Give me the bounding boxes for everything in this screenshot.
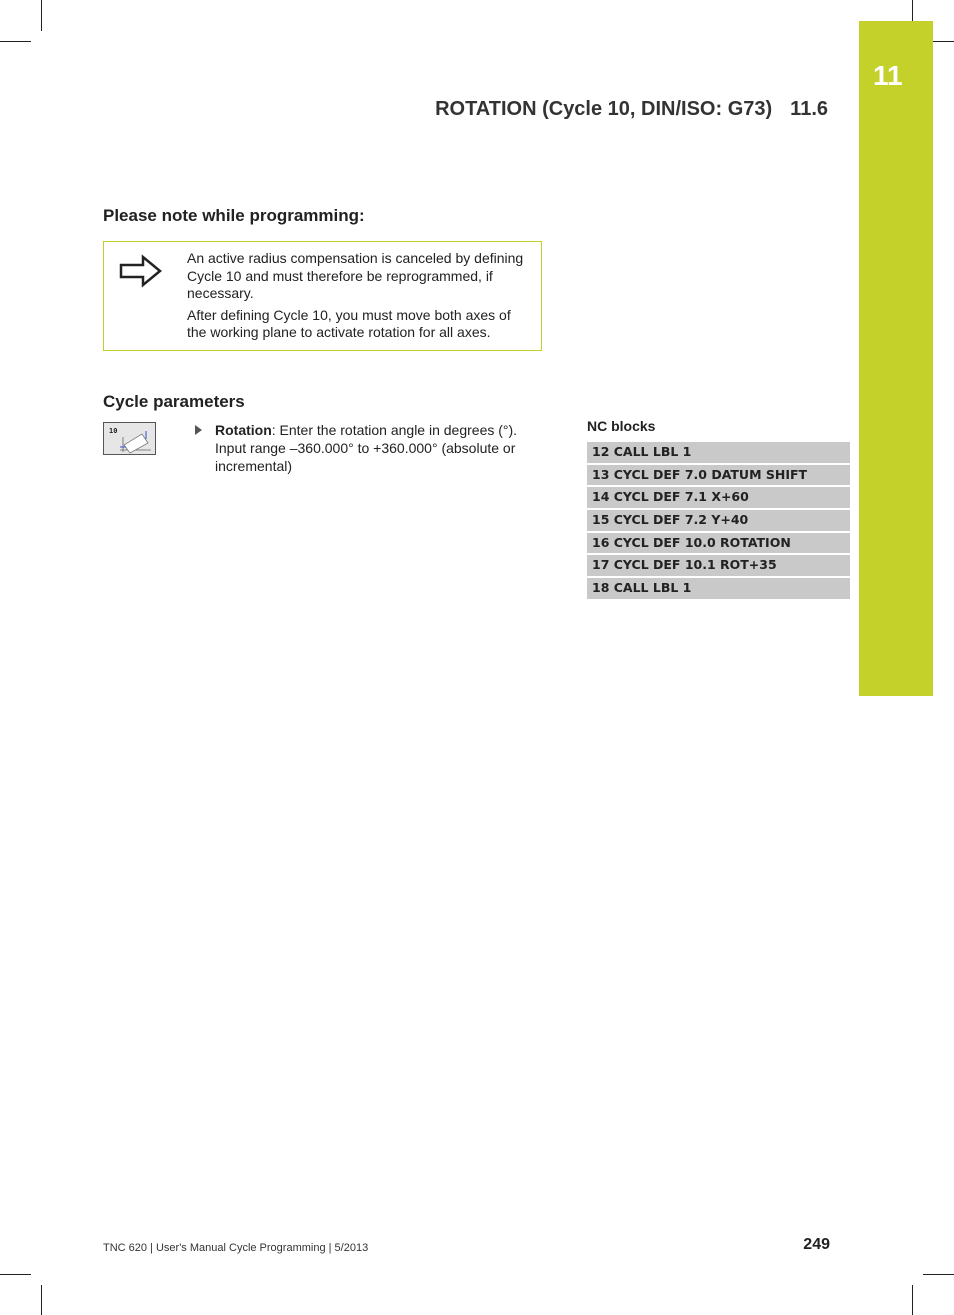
nc-blocks-title: NC blocks (587, 418, 656, 434)
crop-mark (41, 0, 42, 31)
crop-mark (0, 1274, 31, 1275)
crop-mark (912, 0, 913, 21)
note-paragraph: After defining Cycle 10, you must move both axes of the working plane to activate rotation for all axes. (187, 306, 511, 340)
nc-block-row: 12 CALL LBL 1 (587, 442, 850, 463)
bullet-triangle-icon (195, 425, 202, 435)
note-heading: Please note while programming: (103, 206, 365, 225)
running-header (435, 98, 828, 121)
page-number: 249 (803, 1236, 830, 1253)
note-paragraph: An active radius compensation is canceled by defining Cycle 10 and must therefore be reprogrammed, if necessary. (187, 250, 524, 301)
arrow-right-icon (119, 254, 163, 288)
rotation-diagram-icon (104, 423, 155, 454)
chapter-number: 11 (873, 60, 903, 91)
note-box (103, 241, 542, 351)
header-section-number: 11.6 (790, 98, 828, 120)
footer-text: TNC 620 | User's Manual Cycle Programming | 5/2013 (103, 1242, 369, 1254)
crop-mark (41, 1285, 42, 1315)
cycle-icon-label: 10 (109, 427, 118, 435)
crop-mark (912, 1285, 913, 1315)
nc-blocks-table (587, 442, 850, 601)
note-text (187, 250, 532, 346)
rotation-parameter (195, 421, 540, 475)
parameter-description: : Enter the rotation angle in degrees (°). Input range –360.000° to +360.000° (absolute or incremental) (215, 422, 518, 474)
crop-mark (933, 41, 954, 42)
cycle-10-softkey-icon (103, 422, 156, 455)
chapter-tab (859, 21, 933, 696)
cycle-parameters-heading: Cycle parameters (103, 392, 245, 411)
nc-block-row: 18 CALL LBL 1 (587, 578, 850, 599)
crop-mark (923, 1274, 954, 1275)
nc-block-row: 14 CYCL DEF 7.1 X+60 (587, 487, 850, 508)
header-title: ROTATION (Cycle 10, DIN/ISO: G73) (435, 98, 773, 120)
parameter-name: Rotation (215, 422, 272, 438)
nc-block-row: 15 CYCL DEF 7.2 Y+40 (587, 510, 850, 531)
nc-block-row: 17 CYCL DEF 10.1 ROT+35 (587, 555, 850, 576)
crop-mark (0, 41, 31, 42)
nc-block-row: 16 CYCL DEF 10.0 ROTATION (587, 533, 850, 554)
nc-block-row: 13 CYCL DEF 7.0 DATUM SHIFT (587, 465, 850, 486)
